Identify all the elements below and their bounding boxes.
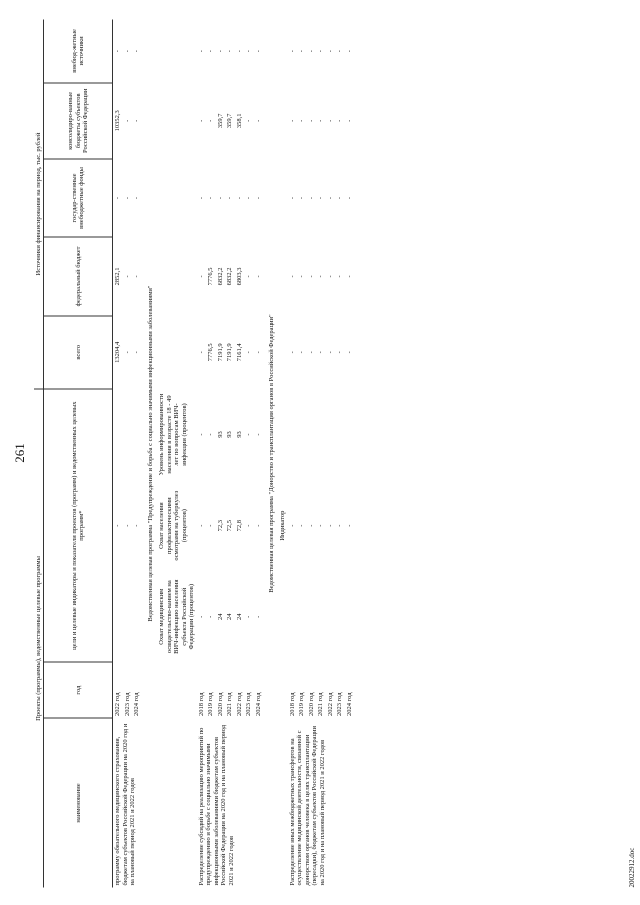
col-year-header: год bbox=[44, 662, 113, 718]
funding-group-header: Источники финансирования на период, тыс. рублей bbox=[34, 19, 44, 389]
funding-table bbox=[34, 19, 354, 887]
section2-title: Ведомственная целевая программа "Предупреждение и борьба с социально значимыми инфекционными заболеваниями" bbox=[146, 285, 154, 621]
section2-indicator-2: Охват населения профилактическими осмотрами на туберкулез (процентов) bbox=[158, 490, 188, 561]
table-row: 2024 год - - - - - - - - bbox=[254, 49, 262, 716]
section2-indicator-1: Охват медицинским освидетельство-ванием на ВИЧ-инфекцию населения субъекта Российской Федерации (процентов) bbox=[158, 579, 196, 654]
table-row: 2021 год - - - - - - bbox=[317, 49, 325, 716]
projects-group-header: Проекты (программы), ведомственные целевые программы bbox=[34, 389, 44, 888]
section2-indicator-3: Уровень информированности населения в возрасте 18 - 49 лет по вопросам ВИЧ-инфекции (процентов) bbox=[158, 393, 188, 475]
section3-title: Ведомственная целевая программа "Донорство и трансплантация органов в Российской Федерации" bbox=[267, 313, 275, 593]
col-extrabudget-header: внебюд-жетные источники bbox=[44, 19, 113, 82]
section3-name: Распределение иных межбюджетных трансфертов на осуществление медицинской деятельности, связанной с донорством органов человека в целях трансплантации (пересадки), бюджетам субъектов Российской Федерации на 2020 год и на плановый период 2021 и 2022 годов bbox=[288, 725, 326, 885]
table-row: 2022 год 24 72,8 93 7161,4 6803,3 - 358,1 - bbox=[235, 49, 243, 716]
table-row: 2020 год 24 72,3 93 7191,9 6832,2 - 359,7 - bbox=[216, 49, 224, 716]
col-consolidated-header: консолидиро-ванные бюджеты субъектов Российской Федерации bbox=[44, 82, 113, 158]
table-row: 2021 год 24 72,5 93 7191,9 6832,2 - 359,7 - bbox=[226, 49, 234, 716]
table-row: 2024 год - - - - - - bbox=[345, 49, 353, 716]
table-row: программу обязательного медицинского страхования, бюджетам субъектов Российской Федерации на 2020 год и на плановый период 2021 и 2022 годов 2022 год - 13204,4 2852,1 - 10352,3 - bbox=[113, 19, 123, 887]
table-row: Распределение субсидий на реализацию мероприятий по предупреждению и борьбе с социально значимыми инфекционными заболеваниями бюджетам субъектов Российской Федерации на 2020 год и на плановый период 2021 и 2022 годов 2018 год - - - - - - - - bbox=[197, 19, 206, 887]
col-federal-header: федеральный бюджет bbox=[44, 237, 113, 315]
section2-name: Распределение субсидий на реализацию мероприятий по предупреждению и борьбе с социально значимыми инфекционными заболеваниями бюджетам субъектов Российской Федерации на 2020 год и на плановый период 2021 и 2022 годов bbox=[197, 724, 235, 885]
col-name-header: наименование bbox=[44, 717, 113, 887]
table-row: 2019 год - - - 7776,5 7776,5 - - - bbox=[207, 49, 215, 716]
table-row: Распределение иных межбюджетных трансфертов на осуществление медицинской деятельности, связанной с донорством органов человека в целях трансплантации (пересадки), бюджетам субъектов Российской Федерации на 2020 год и на плановый период 2021 и 2022 годов 2018 год - - - - - - bbox=[288, 19, 297, 887]
section3-indicator: Индикатор bbox=[279, 510, 287, 541]
table-row: 2019 год - - - - - - bbox=[298, 49, 306, 716]
block1-name: программу обязательного медицинского страхования, бюджетам субъектов Российской Федерации на 2020 год и на плановый период 2021 и 2022 годов bbox=[114, 723, 137, 885]
col-goals-header: цели и целевые индикаторы и показатели проектов (программ) и ведомственных целевых программ* bbox=[44, 389, 113, 662]
col-state-funds-header: государ-ственные внебюджетные фонды bbox=[44, 158, 113, 236]
page-number: 261 bbox=[12, 442, 27, 463]
footer-doc-code: 20022912.doc bbox=[628, 847, 636, 887]
col-total-header: всего bbox=[44, 315, 113, 388]
table-row: 2024 год - - - - - - bbox=[133, 49, 141, 716]
table-row: 2023 год - - - - - - bbox=[123, 49, 131, 716]
table-row: 2023 год - - - - - - bbox=[336, 49, 344, 716]
table-row: 2023 год - - - - - - - - bbox=[245, 49, 253, 716]
table-row: 2020 год - - - - - - bbox=[307, 49, 315, 716]
table-row: 2022 год - - - - - - bbox=[326, 49, 334, 716]
